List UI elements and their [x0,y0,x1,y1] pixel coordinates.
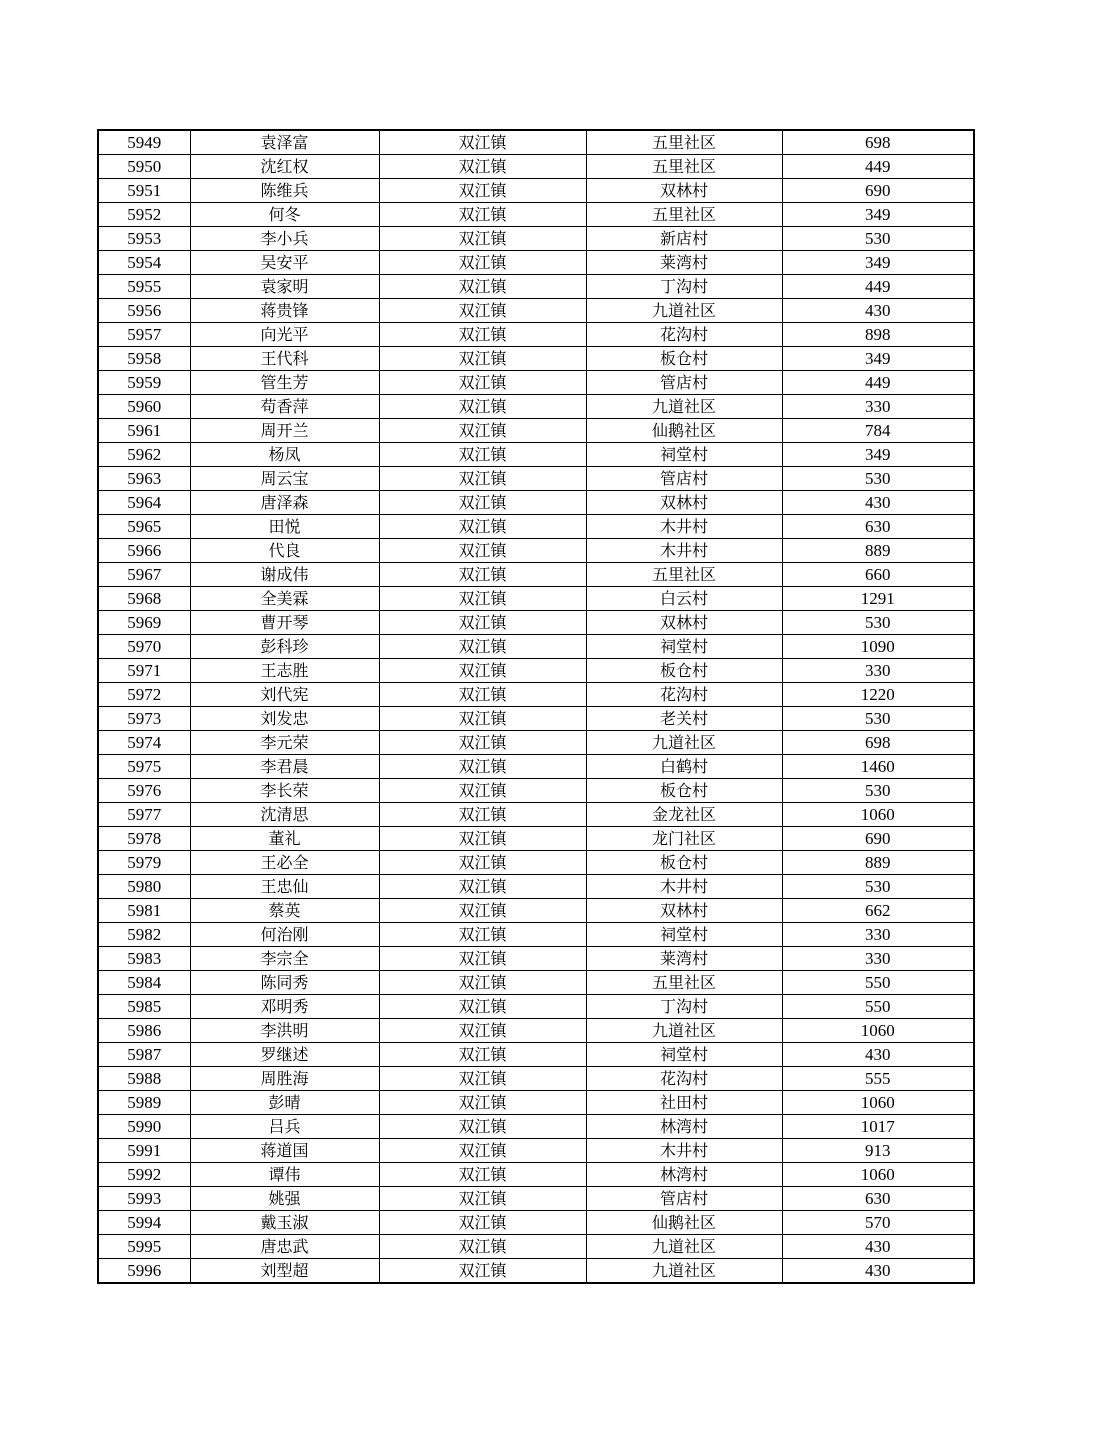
village-cell: 白鹤村 [586,755,782,779]
amount-cell: 1460 [782,755,974,779]
town-cell: 双江镇 [379,1139,586,1163]
amount-cell: 1090 [782,635,974,659]
village-cell: 白云村 [586,587,782,611]
table-row [98,395,974,419]
village-cell: 五里社区 [586,130,782,155]
amount-cell: 349 [782,251,974,275]
town-cell: 双江镇 [379,1187,586,1211]
town-cell: 双江镇 [379,1091,586,1115]
village-cell: 双林村 [586,611,782,635]
name-cell: 袁家明 [190,275,379,299]
table-row [98,539,974,563]
town-cell: 双江镇 [379,923,586,947]
serial-number-cell: 5955 [98,275,190,299]
village-cell: 祠堂村 [586,635,782,659]
amount-cell: 449 [782,155,974,179]
amount-cell: 430 [782,1259,974,1284]
amount-cell: 1291 [782,587,974,611]
town-cell: 双江镇 [379,803,586,827]
town-cell: 双江镇 [379,371,586,395]
town-cell: 双江镇 [379,323,586,347]
table-row [98,563,974,587]
village-cell: 林湾村 [586,1163,782,1187]
town-cell: 双江镇 [379,1019,586,1043]
town-cell: 双江镇 [379,659,586,683]
amount-cell: 449 [782,371,974,395]
serial-number-cell: 5985 [98,995,190,1019]
serial-number-cell: 5992 [98,1163,190,1187]
serial-number-cell: 5982 [98,923,190,947]
name-cell: 吴安平 [190,251,379,275]
town-cell: 双江镇 [379,1163,586,1187]
table-row [98,467,974,491]
town-cell: 双江镇 [379,227,586,251]
name-cell: 向光平 [190,323,379,347]
serial-number-cell: 5959 [98,371,190,395]
name-cell: 蒋道国 [190,1139,379,1163]
name-cell: 陈同秀 [190,971,379,995]
village-cell: 九道社区 [586,299,782,323]
amount-cell: 1060 [782,1091,974,1115]
village-cell: 双林村 [586,899,782,923]
amount-cell: 430 [782,299,974,323]
town-cell: 双江镇 [379,995,586,1019]
village-cell: 板仓村 [586,779,782,803]
amount-cell: 550 [782,995,974,1019]
name-cell: 王忠仙 [190,875,379,899]
table-row [98,155,974,179]
town-cell: 双江镇 [379,419,586,443]
name-cell: 王志胜 [190,659,379,683]
town-cell: 双江镇 [379,1211,586,1235]
serial-number-cell: 5950 [98,155,190,179]
table-row [98,779,974,803]
name-cell: 管生芳 [190,371,379,395]
town-cell: 双江镇 [379,851,586,875]
town-cell: 双江镇 [379,683,586,707]
serial-number-cell: 5986 [98,1019,190,1043]
name-cell: 杨凤 [190,443,379,467]
amount-cell: 330 [782,659,974,683]
table-row [98,227,974,251]
amount-cell: 449 [782,275,974,299]
town-cell: 双江镇 [379,155,586,179]
table-row [98,731,974,755]
table-row [98,947,974,971]
amount-cell: 330 [782,395,974,419]
serial-number-cell: 5978 [98,827,190,851]
serial-number-cell: 5993 [98,1187,190,1211]
table-row [98,851,974,875]
town-cell: 双江镇 [379,467,586,491]
village-cell: 社田村 [586,1091,782,1115]
serial-number-cell: 5970 [98,635,190,659]
serial-number-cell: 5994 [98,1211,190,1235]
table-row [98,635,974,659]
town-cell: 双江镇 [379,299,586,323]
amount-cell: 1060 [782,1163,974,1187]
table-row [98,203,974,227]
serial-number-cell: 5968 [98,587,190,611]
serial-number-cell: 5957 [98,323,190,347]
village-cell: 龙门社区 [586,827,782,851]
name-cell: 周开兰 [190,419,379,443]
table-row [98,1259,974,1284]
serial-number-cell: 5962 [98,443,190,467]
town-cell: 双江镇 [379,947,586,971]
table-row [98,587,974,611]
village-cell: 花沟村 [586,323,782,347]
serial-number-cell: 5987 [98,1043,190,1067]
table-row [98,419,974,443]
name-cell: 李小兵 [190,227,379,251]
town-cell: 双江镇 [379,755,586,779]
village-cell: 五里社区 [586,971,782,995]
table-row [98,1235,974,1259]
amount-cell: 530 [782,875,974,899]
serial-number-cell: 5973 [98,707,190,731]
amount-cell: 349 [782,203,974,227]
town-cell: 双江镇 [379,275,586,299]
table-row [98,1067,974,1091]
name-cell: 苟香萍 [190,395,379,419]
amount-cell: 530 [782,467,974,491]
name-cell: 罗继述 [190,1043,379,1067]
amount-cell: 530 [782,227,974,251]
table-row [98,179,974,203]
roster-table [97,129,975,1284]
name-cell: 彭晴 [190,1091,379,1115]
amount-cell: 1060 [782,803,974,827]
name-cell: 田悦 [190,515,379,539]
town-cell: 双江镇 [379,827,586,851]
name-cell: 吕兵 [190,1115,379,1139]
table-row [98,875,974,899]
serial-number-cell: 5991 [98,1139,190,1163]
village-cell: 九道社区 [586,395,782,419]
name-cell: 李宗全 [190,947,379,971]
village-cell: 仙鹅社区 [586,419,782,443]
town-cell: 双江镇 [379,443,586,467]
serial-number-cell: 5951 [98,179,190,203]
amount-cell: 430 [782,491,974,515]
village-cell: 金龙社区 [586,803,782,827]
village-cell: 祠堂村 [586,923,782,947]
table-row [98,659,974,683]
table-row [98,323,974,347]
table-row [98,347,974,371]
amount-cell: 662 [782,899,974,923]
town-cell: 双江镇 [379,1115,586,1139]
serial-number-cell: 5952 [98,203,190,227]
name-cell: 周云宝 [190,467,379,491]
table-row [98,275,974,299]
village-cell: 九道社区 [586,1259,782,1284]
amount-cell: 349 [782,443,974,467]
serial-number-cell: 5965 [98,515,190,539]
name-cell: 王必全 [190,851,379,875]
serial-number-cell: 5958 [98,347,190,371]
serial-number-cell: 5989 [98,1091,190,1115]
village-cell: 管店村 [586,371,782,395]
town-cell: 双江镇 [379,347,586,371]
table-row [98,707,974,731]
serial-number-cell: 5983 [98,947,190,971]
town-cell: 双江镇 [379,491,586,515]
table-row [98,1019,974,1043]
amount-cell: 430 [782,1235,974,1259]
name-cell: 谢成伟 [190,563,379,587]
name-cell: 曹开琴 [190,611,379,635]
table-row [98,515,974,539]
town-cell: 双江镇 [379,587,586,611]
serial-number-cell: 5966 [98,539,190,563]
village-cell: 板仓村 [586,851,782,875]
serial-number-cell: 5995 [98,1235,190,1259]
village-cell: 五里社区 [586,155,782,179]
name-cell: 刘代宪 [190,683,379,707]
table-row [98,1163,974,1187]
amount-cell: 430 [782,1043,974,1067]
amount-cell: 530 [782,707,974,731]
amount-cell: 889 [782,539,974,563]
serial-number-cell: 5988 [98,1067,190,1091]
village-cell: 五里社区 [586,563,782,587]
amount-cell: 530 [782,779,974,803]
name-cell: 全美霖 [190,587,379,611]
town-cell: 双江镇 [379,395,586,419]
village-cell: 双林村 [586,491,782,515]
serial-number-cell: 5967 [98,563,190,587]
table-row [98,251,974,275]
name-cell: 蒋贵锋 [190,299,379,323]
name-cell: 唐忠武 [190,1235,379,1259]
amount-cell: 690 [782,827,974,851]
town-cell: 双江镇 [379,707,586,731]
amount-cell: 555 [782,1067,974,1091]
name-cell: 王代科 [190,347,379,371]
village-cell: 木井村 [586,515,782,539]
table-row [98,803,974,827]
table-row [98,130,974,155]
amount-cell: 330 [782,947,974,971]
table-row [98,1043,974,1067]
table-row [98,755,974,779]
serial-number-cell: 5961 [98,419,190,443]
table-row [98,683,974,707]
table-row [98,995,974,1019]
table-row [98,611,974,635]
village-cell: 五里社区 [586,203,782,227]
town-cell: 双江镇 [379,1043,586,1067]
table-row [98,827,974,851]
table-row [98,923,974,947]
town-cell: 双江镇 [379,611,586,635]
town-cell: 双江镇 [379,1259,586,1284]
village-cell: 木井村 [586,875,782,899]
name-cell: 姚强 [190,1187,379,1211]
serial-number-cell: 5964 [98,491,190,515]
village-cell: 九道社区 [586,1235,782,1259]
serial-number-cell: 5949 [98,130,190,155]
name-cell: 袁泽富 [190,130,379,155]
name-cell: 李君晨 [190,755,379,779]
table-row [98,1091,974,1115]
serial-number-cell: 5979 [98,851,190,875]
village-cell: 老关村 [586,707,782,731]
name-cell: 董礼 [190,827,379,851]
amount-cell: 698 [782,130,974,155]
name-cell: 周胜海 [190,1067,379,1091]
table-row [98,971,974,995]
name-cell: 陈维兵 [190,179,379,203]
amount-cell: 889 [782,851,974,875]
name-cell: 彭科珍 [190,635,379,659]
table-row [98,299,974,323]
name-cell: 沈红权 [190,155,379,179]
amount-cell: 1220 [782,683,974,707]
town-cell: 双江镇 [379,179,586,203]
village-cell: 祠堂村 [586,443,782,467]
name-cell: 何治刚 [190,923,379,947]
name-cell: 蔡英 [190,899,379,923]
serial-number-cell: 5960 [98,395,190,419]
name-cell: 沈清思 [190,803,379,827]
table-row [98,899,974,923]
village-cell: 木井村 [586,1139,782,1163]
amount-cell: 898 [782,323,974,347]
amount-cell: 349 [782,347,974,371]
table-row [98,1115,974,1139]
town-cell: 双江镇 [379,539,586,563]
village-cell: 莱湾村 [586,947,782,971]
name-cell: 刘发忠 [190,707,379,731]
village-cell: 花沟村 [586,1067,782,1091]
town-cell: 双江镇 [379,731,586,755]
village-cell: 祠堂村 [586,1043,782,1067]
village-cell: 管店村 [586,1187,782,1211]
town-cell: 双江镇 [379,1067,586,1091]
town-cell: 双江镇 [379,875,586,899]
village-cell: 丁沟村 [586,275,782,299]
serial-number-cell: 5977 [98,803,190,827]
town-cell: 双江镇 [379,563,586,587]
town-cell: 双江镇 [379,130,586,155]
village-cell: 新店村 [586,227,782,251]
serial-number-cell: 5953 [98,227,190,251]
village-cell: 木井村 [586,539,782,563]
table-row [98,371,974,395]
amount-cell: 1060 [782,1019,974,1043]
town-cell: 双江镇 [379,899,586,923]
village-cell: 板仓村 [586,347,782,371]
table-row [98,1187,974,1211]
serial-number-cell: 5974 [98,731,190,755]
village-cell: 莱湾村 [586,251,782,275]
amount-cell: 630 [782,515,974,539]
serial-number-cell: 5972 [98,683,190,707]
town-cell: 双江镇 [379,251,586,275]
village-cell: 丁沟村 [586,995,782,1019]
village-cell: 九道社区 [586,1019,782,1043]
town-cell: 双江镇 [379,1235,586,1259]
amount-cell: 630 [782,1187,974,1211]
name-cell: 代良 [190,539,379,563]
amount-cell: 784 [782,419,974,443]
town-cell: 双江镇 [379,635,586,659]
serial-number-cell: 5963 [98,467,190,491]
serial-number-cell: 5969 [98,611,190,635]
name-cell: 李洪明 [190,1019,379,1043]
serial-number-cell: 5954 [98,251,190,275]
serial-number-cell: 5976 [98,779,190,803]
name-cell: 何冬 [190,203,379,227]
serial-number-cell: 5996 [98,1259,190,1284]
village-cell: 双林村 [586,179,782,203]
name-cell: 戴玉淑 [190,1211,379,1235]
town-cell: 双江镇 [379,203,586,227]
amount-cell: 660 [782,563,974,587]
amount-cell: 913 [782,1139,974,1163]
name-cell: 刘型超 [190,1259,379,1284]
serial-number-cell: 5975 [98,755,190,779]
serial-number-cell: 5981 [98,899,190,923]
serial-number-cell: 5990 [98,1115,190,1139]
amount-cell: 330 [782,923,974,947]
name-cell: 邓明秀 [190,995,379,1019]
amount-cell: 550 [782,971,974,995]
name-cell: 唐泽森 [190,491,379,515]
table-row [98,491,974,515]
serial-number-cell: 5971 [98,659,190,683]
village-cell: 管店村 [586,467,782,491]
serial-number-cell: 5956 [98,299,190,323]
village-cell: 九道社区 [586,731,782,755]
serial-number-cell: 5980 [98,875,190,899]
amount-cell: 690 [782,179,974,203]
roster-table-body [98,130,974,1283]
village-cell: 板仓村 [586,659,782,683]
village-cell: 林湾村 [586,1115,782,1139]
table-row [98,1211,974,1235]
name-cell: 谭伟 [190,1163,379,1187]
amount-cell: 530 [782,611,974,635]
village-cell: 花沟村 [586,683,782,707]
amount-cell: 698 [782,731,974,755]
serial-number-cell: 5984 [98,971,190,995]
name-cell: 李长荣 [190,779,379,803]
table-row [98,443,974,467]
village-cell: 仙鹅社区 [586,1211,782,1235]
name-cell: 李元荣 [190,731,379,755]
amount-cell: 1017 [782,1115,974,1139]
table-row [98,1139,974,1163]
town-cell: 双江镇 [379,779,586,803]
amount-cell: 570 [782,1211,974,1235]
town-cell: 双江镇 [379,515,586,539]
town-cell: 双江镇 [379,971,586,995]
